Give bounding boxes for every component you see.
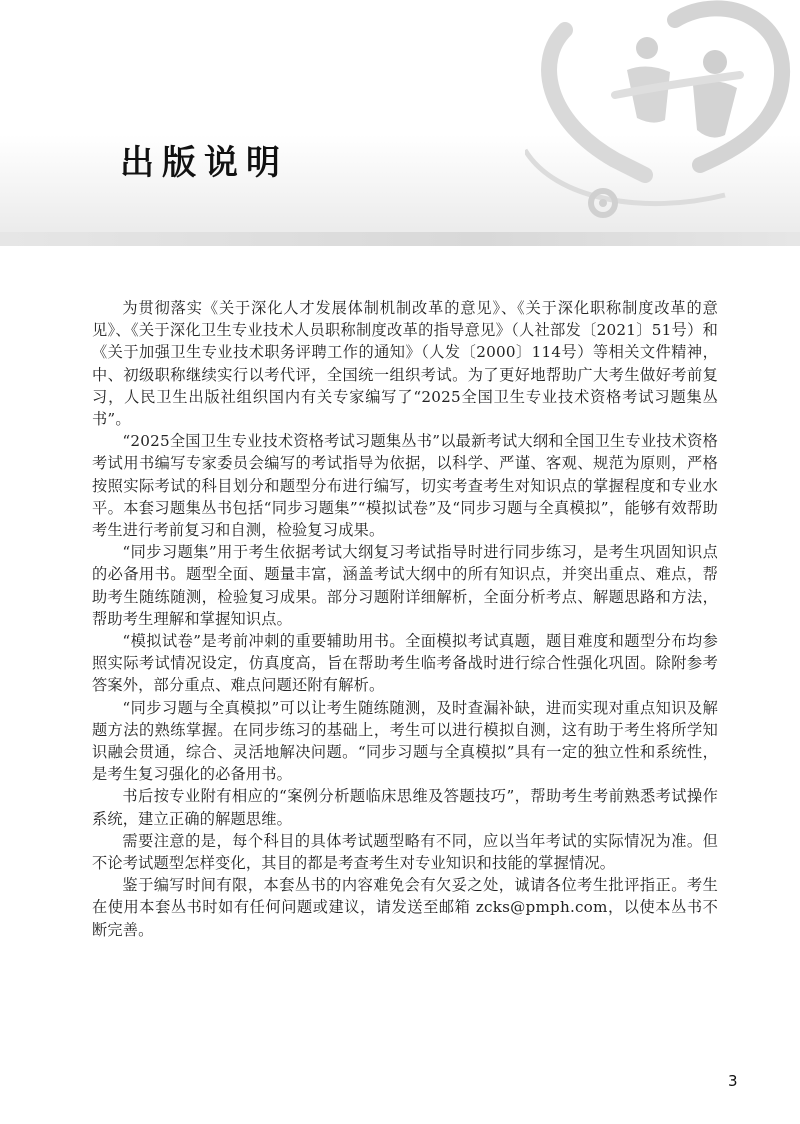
page-number: 3	[728, 1072, 738, 1090]
preface-body	[92, 297, 718, 941]
paragraph-6: 书后按专业附有相应的“案例分析题临床思维及答题技巧”，帮助考生考前熟悉考试操作系统，建立正确的解题思维。	[92, 787, 718, 828]
paragraph-7: 需要注意的是，每个科目的具体考试题型略有不同，应以当年考试的实际情况为准。但不论考试题型怎样变化，其目的都是考查考生对专业知识和技能的掌握情况。	[92, 831, 718, 873]
paragraph-1: 为贯彻落实《关于深化人才发展体制机制改革的意见》、《关于深化职称制度改革的意见》、《关于深化卫生专业技术人员职称制度改革的指导意见》（人社部发〔2021〕51号）和《关于加强卫生专业技术职务评聘工作的通知》（人发〔2000〕114号）等相关文件精神，中、初级职称继续实行以考代评，全国统一组织考试。为了更好地帮助广大考生做好考前复习，人民卫生出版社组织国内有关专家编写了“2025全国卫生专业技术资格考试习题集丛书”。	[92, 299, 718, 429]
paragraph-3: “同步习题集”用于考生依据考试大纲复习考试指导时进行同步练习，是考生巩固知识点的必备用书。题型全面、题量丰富，涵盖考试大纲中的所有知识点，并突出重点、难点，帮助考生随练随测，检验复习成果。部分习题附详细解析，全面分析考点、解题思路和方法，帮助考生理解和掌握知识点。	[92, 543, 718, 628]
heart-family-logo-icon	[525, 0, 800, 235]
page-title: 出版说明	[120, 143, 288, 183]
paragraph-2: “2025全国卫生专业技术资格考试习题集丛书”以最新考试大纲和全国卫生专业技术资格考试用书编写专家委员会编写的考试指导为依据，以科学、严谨、客观、规范为原则，严格按照实际考试的科目划分和题型分布进行编写，切实考查考生对知识点的掌握程度和专业水平。本套习题集丛书包括“同步习题集”“模拟试卷”及“同步习题与全真模拟”，能够有效帮助考生进行考前复习和自测，检验复习成果。	[92, 432, 718, 540]
paragraph-8: 鉴于编写时间有限，本套丛书的内容难免会有欠妥之处，诚请各位考生批评指正。考生在使用本套丛书时如有任何问题或建议，请发送至邮箱 zcks@pmph.com，以使本丛书不断完善。	[92, 876, 718, 939]
paragraph-5: “同步习题与全真模拟”可以让考生随练随测，及时查漏补缺，进而实现对重点知识及解题方法的熟练掌握。在同步练习的基础上，考生可以进行模拟自测，这有助于考生将所学知识融会贯通，综合、灵活地解决问题。“同步习题与全真模拟”具有一定的独立性和系统性，是考生复习强化的必备用书。	[92, 698, 718, 784]
paragraph-4: “模拟试卷”是考前冲刺的重要辅助用书。全面模拟考试真题，题目难度和题型分布均参照实际考试情况设定，仿真度高，旨在帮助考生临考备战时进行综合性强化巩固。除附参考答案外，部分重点、难点问题还附有解析。	[92, 632, 718, 695]
